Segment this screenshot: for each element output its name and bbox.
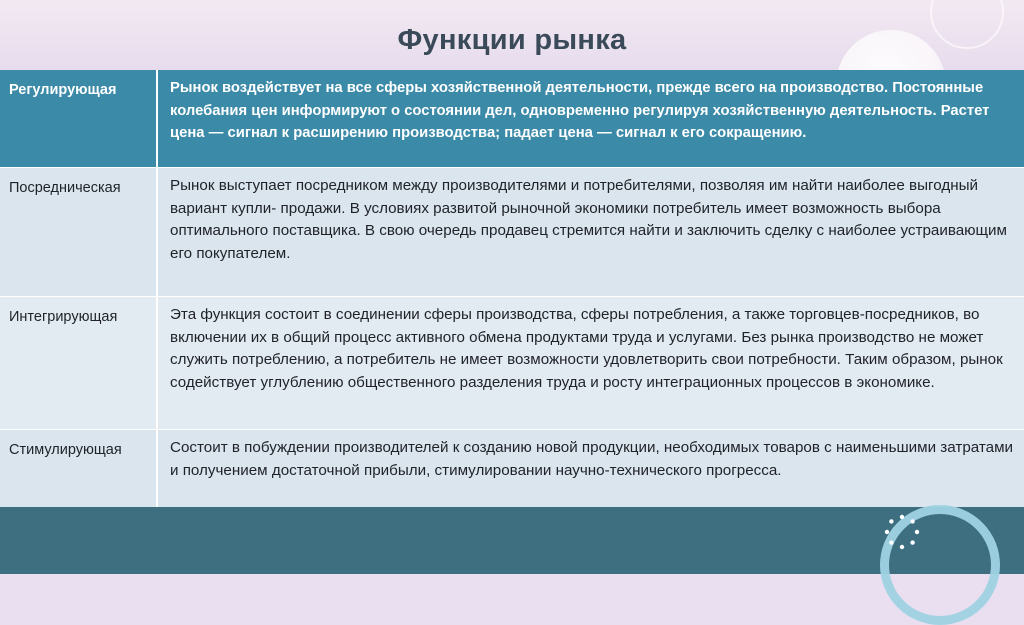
column-divider xyxy=(156,168,158,297)
table-row xyxy=(0,70,1024,167)
table-row xyxy=(0,167,1024,297)
function-description: Рынок выступает посредником между производителями и потребителями, позволяя им найти наиболее выгодный вариант купли- продажи. В условиях развитой рыночной экономики потребитель имеет возможность выбора оптимального поставщика. В свою очередь продавец стремится найти и заключить сделку с наиболее устраивающим его покупателем. xyxy=(170,177,1007,262)
column-divider xyxy=(156,430,158,508)
page-title: Функции рынка xyxy=(397,24,627,56)
functions-table xyxy=(0,70,1024,507)
dots-circle-icon xyxy=(884,514,920,550)
column-divider xyxy=(156,70,158,167)
footer-band xyxy=(0,507,1024,574)
table-row xyxy=(0,296,1024,430)
table-row xyxy=(0,429,1024,508)
function-name: Регулирующая xyxy=(9,82,117,98)
column-divider xyxy=(156,297,158,430)
function-description: Эта функция состоит в соединении сферы производства, сферы потребления, а также торговцев-посредников, во включении их в общий процесс активного обмена продуктами труда и услугами. Без рынка производство не может служить потреблению, а потребитель не имеет возможности удовлетворить свои потребности. Таким образом, рынок содействует углублению общественного разделения труда и росту интеграционных процессов в экономике. xyxy=(170,306,1003,391)
function-name: Интегрирующая xyxy=(9,309,118,325)
function-description: Рынок воздействует на все сферы хозяйственной деятельности, прежде всего на производство. Постоянные колебания цен информируют о состоянии дел, одновременно регулируя хозяйственную деятельность. Растет цена — сигнал к расширению производства; падает цена — сигнал к его сокращению. xyxy=(170,80,990,141)
function-description: Состоит в побуждении производителей к созданию новой продукции, необходимых товаров с наименьшими затратами и получением достаточной прибыли, стимулировании научно-технического прогресса. xyxy=(170,439,1014,479)
function-name: Стимулирующая xyxy=(9,442,122,458)
function-name: Посредническая xyxy=(9,180,121,196)
